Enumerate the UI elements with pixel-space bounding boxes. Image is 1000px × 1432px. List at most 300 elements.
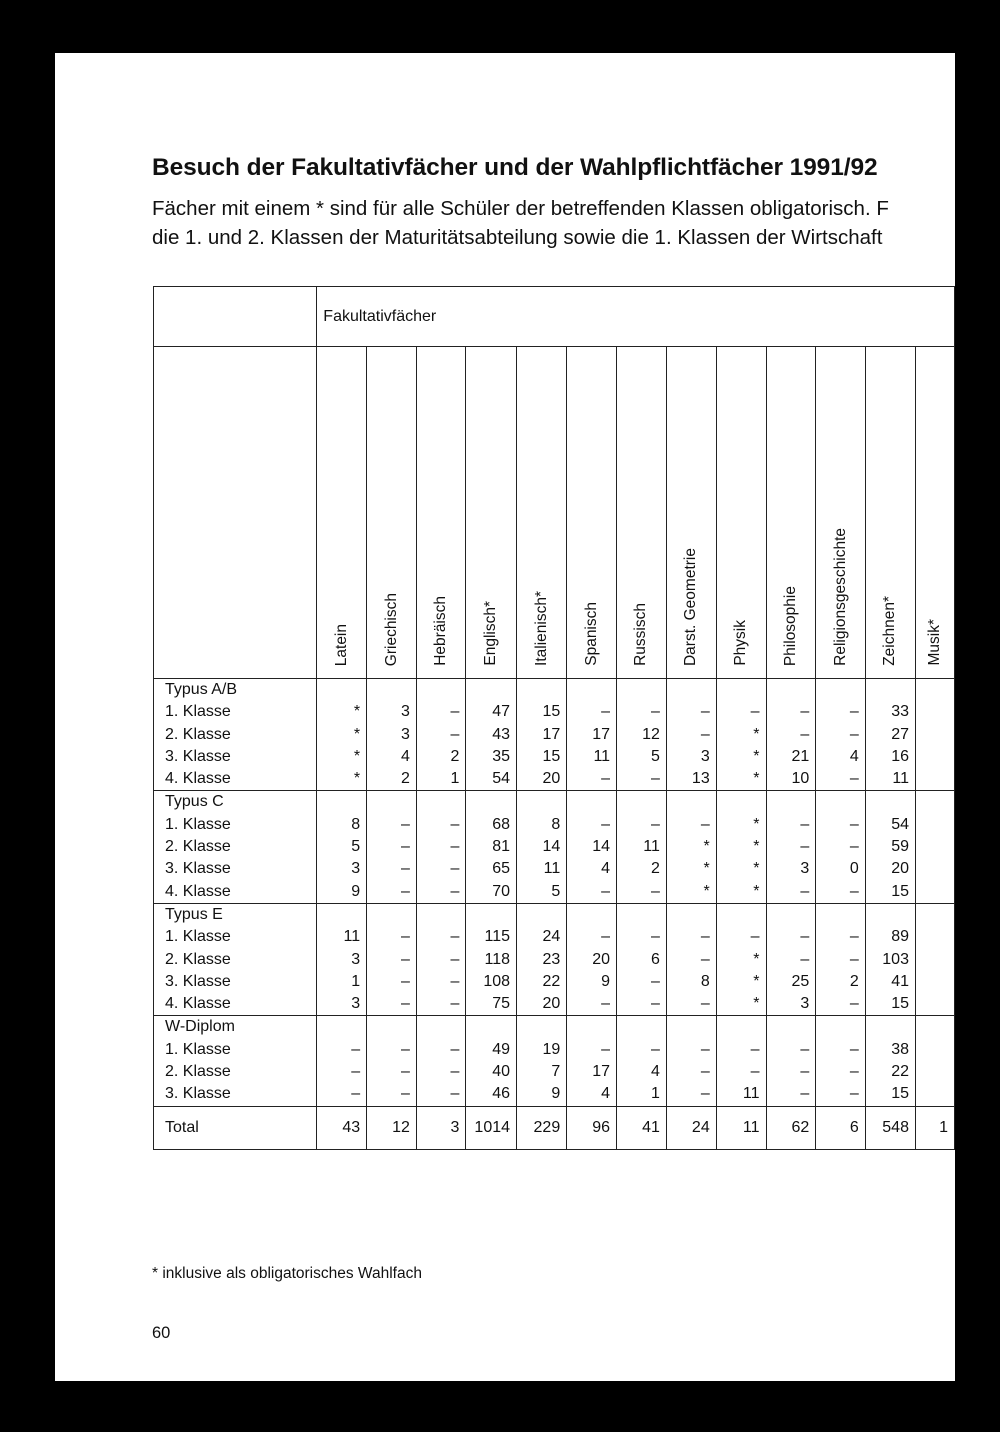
spacer [767, 791, 810, 813]
table-value: – [800, 838, 810, 856]
spacer [317, 791, 360, 813]
table-value: – [849, 815, 859, 833]
spacer [567, 791, 610, 813]
table-value: – [700, 1063, 710, 1081]
table-value: 8 [551, 815, 561, 833]
column-header-label: Spanisch [582, 602, 600, 666]
table-value: 15 [542, 747, 561, 765]
spacer [466, 1016, 510, 1038]
value-cell [915, 791, 954, 903]
table-value: – [450, 995, 460, 1013]
column-header-label: Englisch* [482, 601, 500, 666]
table-value: – [650, 928, 660, 946]
table-value: – [849, 882, 859, 900]
spacer [567, 904, 610, 926]
table-value: 24 [542, 928, 561, 946]
table-value: 14 [592, 838, 611, 856]
table-value [916, 1039, 948, 1061]
row-label: 3. Klasse [165, 1085, 231, 1103]
table-value: – [601, 703, 611, 721]
table-value: * [703, 838, 710, 856]
table-row-group [154, 791, 955, 903]
spacer [667, 791, 710, 813]
table-value: – [800, 1063, 810, 1081]
table-value: 3 [401, 703, 410, 721]
total-row [154, 1106, 955, 1149]
row-label: 2. Klasse [165, 1063, 231, 1081]
value-cell [666, 903, 716, 1015]
table-value: 15 [891, 882, 909, 900]
spacer [717, 679, 760, 701]
table-value: 3 [351, 860, 361, 878]
row-label: 4. Klasse [165, 882, 231, 900]
table-value [916, 701, 948, 723]
table-value: – [700, 1040, 710, 1058]
table-value: * [753, 747, 760, 765]
row-label: 3. Klasse [165, 747, 231, 765]
table-value: – [849, 950, 859, 968]
table-value [916, 1061, 948, 1083]
table-value: * [353, 703, 361, 721]
table-value: 41 [891, 972, 909, 990]
value-cell [816, 1016, 865, 1106]
value-cell [367, 791, 417, 903]
group-name: W-Diplom [165, 1018, 235, 1036]
value-cell [915, 903, 954, 1015]
table-value: – [650, 770, 660, 788]
total-value: 11 [716, 1106, 766, 1149]
table-value: 5 [650, 747, 660, 765]
statistics-table [153, 286, 955, 1150]
table-value: * [753, 815, 760, 833]
column-header-cell [416, 347, 465, 679]
row-label: 2. Klasse [165, 950, 231, 968]
total-value: 1 [915, 1106, 954, 1149]
table-value: 22 [542, 972, 561, 990]
value-cell [466, 679, 517, 791]
column-header-cell [666, 347, 716, 679]
table-value: 9 [601, 972, 611, 990]
column-header-cell [367, 347, 417, 679]
table-value: 5 [351, 838, 361, 856]
table-value: 17 [542, 725, 561, 743]
spacer [617, 679, 660, 701]
table-value [916, 949, 948, 971]
table-value: 81 [492, 838, 511, 856]
total-value: 12 [367, 1106, 417, 1149]
spacer [517, 791, 560, 813]
total-value: 41 [617, 1106, 667, 1149]
subtitle-line-1: Fächer mit einem * sind für alle Schüler der betreffenden Klassen obligatorisch. F [152, 197, 889, 220]
spacer [717, 1016, 760, 1038]
table-value: – [450, 725, 460, 743]
table-value: 54 [891, 815, 909, 833]
table-value: 19 [542, 1040, 561, 1058]
column-header-cell [466, 347, 517, 679]
value-cell [416, 791, 465, 903]
table-value: 118 [484, 950, 511, 968]
table-value: – [401, 882, 410, 900]
table-value: – [601, 1040, 611, 1058]
table-value: – [401, 815, 410, 833]
spacer [617, 904, 660, 926]
table-value: – [650, 703, 660, 721]
total-value: 229 [517, 1106, 567, 1149]
table-value: – [601, 882, 611, 900]
group-header-row [154, 287, 955, 347]
table-value: – [650, 815, 660, 833]
column-header-cell [915, 347, 954, 679]
spacer [417, 679, 459, 701]
spacer [667, 1016, 710, 1038]
table-value: – [700, 725, 710, 743]
row-label: 1. Klasse [165, 928, 231, 946]
value-cell [416, 679, 465, 791]
table-value: – [800, 725, 810, 743]
total-value: 96 [567, 1106, 617, 1149]
column-header-cell [766, 347, 816, 679]
group-name: Typus A/B [165, 681, 238, 698]
table-value: 2 [849, 972, 859, 990]
total-value: 548 [865, 1106, 915, 1149]
spacer [317, 904, 360, 926]
total-value: 43 [317, 1106, 367, 1149]
table-value [916, 858, 948, 880]
table-value: – [849, 703, 859, 721]
table-value: 8 [700, 972, 710, 990]
table-value: 89 [891, 928, 909, 946]
table-value: 2 [401, 770, 410, 788]
table-value: 1 [450, 770, 460, 788]
total-value: 3 [416, 1106, 465, 1149]
table-value: 43 [492, 725, 511, 743]
column-header-label: Philosophie [781, 585, 799, 666]
spacer [816, 904, 858, 926]
spacer [667, 904, 710, 926]
table-value: 103 [882, 950, 909, 968]
value-cell [416, 1016, 465, 1106]
table-value: * [753, 882, 760, 900]
spacer [517, 1016, 560, 1038]
table-value: * [353, 770, 361, 788]
table-value: 22 [891, 1063, 909, 1081]
table-value: 3 [351, 995, 361, 1013]
spacer [767, 1016, 810, 1038]
spacer [367, 679, 410, 701]
spacer [916, 904, 948, 926]
spacer [767, 904, 810, 926]
table-value: – [750, 1063, 760, 1081]
value-cell [367, 679, 417, 791]
column-header-label: Physik [732, 620, 750, 666]
table-value: – [401, 972, 410, 990]
total-value: 24 [666, 1106, 716, 1149]
stub-header-empty [154, 287, 317, 347]
spacer [866, 679, 909, 701]
table-value: 4 [401, 747, 410, 765]
table-value: – [401, 838, 410, 856]
table-value: – [849, 1040, 859, 1058]
table-value: – [450, 950, 460, 968]
row-label: 1. Klasse [165, 815, 231, 833]
table-value: – [401, 860, 410, 878]
spacer [617, 1016, 660, 1038]
table-value: 12 [642, 725, 660, 743]
table-value: – [601, 928, 611, 946]
table-value: * [703, 860, 710, 878]
table-value: 15 [542, 703, 561, 721]
row-label: 3. Klasse [165, 860, 231, 878]
value-cell [617, 679, 667, 791]
table-value: 108 [483, 972, 511, 990]
table-value: – [700, 1085, 710, 1103]
value-cell [865, 679, 915, 791]
table-value: 2 [450, 747, 460, 765]
table-value [916, 971, 948, 993]
value-cell [517, 903, 567, 1015]
table-value: 3 [700, 747, 710, 765]
table-value: – [700, 995, 710, 1013]
spacer [317, 679, 360, 701]
spacer [866, 1016, 909, 1038]
value-cell [317, 791, 367, 903]
table-value: 20 [542, 770, 561, 788]
value-cell [517, 679, 567, 791]
page-number: 60 [152, 1324, 171, 1342]
table-value: – [401, 995, 410, 1013]
table-value: 115 [484, 928, 511, 946]
value-cell [416, 903, 465, 1015]
table-value: – [849, 838, 859, 856]
column-header-label: Zeichnen* [881, 596, 899, 666]
table-value: 70 [492, 882, 511, 900]
row-labels-cell [154, 679, 317, 791]
table-value: 17 [592, 725, 611, 743]
row-labels-cell [154, 791, 317, 903]
table-value: – [601, 995, 611, 1013]
value-cell [766, 791, 816, 903]
table-value [916, 768, 948, 790]
table-value: – [450, 1085, 460, 1103]
spacer [717, 791, 760, 813]
table-value: 25 [791, 972, 810, 990]
total-value: 1014 [466, 1106, 517, 1149]
table-value: 9 [551, 1085, 561, 1103]
value-cell [666, 679, 716, 791]
table-value: – [800, 950, 810, 968]
table-value: – [351, 1085, 361, 1103]
spacer [617, 791, 660, 813]
row-label: 1. Klasse [165, 703, 231, 721]
table-value: – [849, 995, 859, 1013]
table-value: 20 [891, 860, 909, 878]
table-value: – [800, 928, 810, 946]
table-value: * [753, 972, 760, 990]
table-value: 1 [351, 972, 361, 990]
table-value: – [700, 928, 710, 946]
table-value: 38 [891, 1040, 909, 1058]
table-value: – [401, 928, 410, 946]
column-header-cell [517, 347, 567, 679]
spacer [916, 791, 948, 813]
column-header-label: Hebräisch [432, 596, 450, 666]
value-cell [367, 1016, 417, 1106]
table-value: * [753, 770, 760, 788]
table-value: 54 [492, 770, 511, 788]
table-value: 11 [742, 1085, 760, 1103]
table-value: 20 [542, 995, 561, 1013]
row-label: 4. Klasse [165, 995, 231, 1013]
spacer [567, 1016, 610, 1038]
table-value: 11 [543, 860, 561, 878]
column-header-cell [567, 347, 617, 679]
table-value: 14 [542, 838, 561, 856]
value-cell [716, 679, 766, 791]
table-value: – [450, 928, 460, 946]
table-value: – [849, 770, 859, 788]
spacer [417, 904, 459, 926]
document-page [55, 53, 955, 1381]
spacer [517, 679, 560, 701]
table-value: 1 [650, 1085, 660, 1103]
table-value: – [800, 882, 810, 900]
table-value: 75 [492, 995, 511, 1013]
table-value: – [800, 1040, 810, 1058]
table-value: – [750, 928, 760, 946]
value-cell [816, 903, 865, 1015]
table-value: – [750, 1040, 760, 1058]
spacer [916, 679, 948, 701]
table-value: – [800, 703, 810, 721]
table-value [916, 836, 948, 858]
table-value: 9 [351, 882, 361, 900]
table-value: – [401, 1040, 410, 1058]
table-value: – [650, 1040, 660, 1058]
row-label: 1. Klasse [165, 1040, 231, 1058]
table-value: 11 [593, 747, 611, 765]
group-name: Typus E [165, 905, 223, 923]
table-value: 8 [351, 815, 361, 833]
table-value: 35 [492, 747, 511, 765]
table-value: 21 [791, 747, 810, 765]
column-header-cell [617, 347, 667, 679]
subtitle-line-2: die 1. und 2. Klassen der Maturitätsabteilung sowie die 1. Klassen der Wirtschaft [152, 226, 883, 249]
column-header-label: Religionsgeschichte [831, 528, 849, 666]
table-value: 4 [849, 747, 859, 765]
table-value: – [800, 815, 810, 833]
spacer [816, 1016, 858, 1038]
spacer [816, 679, 858, 701]
table-value: 68 [492, 815, 511, 833]
table-value: 13 [691, 770, 710, 788]
value-cell [617, 903, 667, 1015]
table-value: – [450, 1040, 460, 1058]
table-value: 11 [643, 838, 660, 856]
column-header-label: Latein [332, 623, 350, 666]
table-value: – [351, 1063, 361, 1081]
table-value: * [753, 950, 760, 968]
row-labels-cell [154, 1016, 317, 1106]
table-value: 4 [601, 1085, 611, 1103]
group-name: Typus C [165, 793, 224, 811]
table-value: – [650, 882, 660, 900]
value-cell [567, 903, 617, 1015]
column-header-label: Griechisch [382, 592, 400, 666]
group-header-cell: Fakultativfächer [317, 287, 955, 347]
value-cell [666, 791, 716, 903]
table-value: 23 [542, 950, 561, 968]
value-cell [766, 679, 816, 791]
table-value: 17 [592, 1063, 611, 1081]
table-value: 3 [800, 995, 810, 1013]
table-value: 59 [891, 838, 909, 856]
table-value: – [450, 882, 460, 900]
column-header-row [154, 347, 955, 679]
table-value: * [753, 838, 760, 856]
spacer [866, 904, 909, 926]
spacer [517, 904, 560, 926]
table-value: * [703, 882, 710, 900]
spacer [417, 1016, 459, 1038]
table-value [916, 926, 948, 948]
row-labels-cell [154, 903, 317, 1015]
column-header-label: Darst. Geometrie [682, 547, 700, 666]
value-cell [865, 1016, 915, 1106]
table-value [916, 1083, 948, 1105]
table-value: – [650, 972, 660, 990]
table-value: – [401, 950, 410, 968]
value-cell [716, 903, 766, 1015]
table-value: – [601, 770, 611, 788]
table-value: 33 [891, 703, 909, 721]
table-value: 27 [891, 725, 909, 743]
value-cell [666, 1016, 716, 1106]
value-cell [317, 1016, 367, 1106]
value-cell [766, 1016, 816, 1106]
column-header-cell [317, 347, 367, 679]
spacer [567, 679, 610, 701]
table-row-group [154, 903, 955, 1015]
total-value: 6 [816, 1106, 865, 1149]
spacer [667, 679, 710, 701]
page-title: Besuch der Fakultativfächer und der Wahlpflichtfächer 1991/92 [152, 154, 878, 181]
table-value: 49 [492, 1040, 511, 1058]
table-value: * [753, 725, 760, 743]
table-value: 65 [492, 860, 511, 878]
table-value: 15 [891, 1085, 909, 1103]
column-header-label: Musik* [925, 619, 943, 666]
table-value: 3 [401, 725, 410, 743]
table-value: – [700, 815, 710, 833]
row-label: 2. Klasse [165, 838, 231, 856]
table-value: 3 [800, 860, 810, 878]
value-cell [617, 1016, 667, 1106]
value-cell [716, 1016, 766, 1106]
table-value: 0 [849, 860, 859, 878]
table-value: – [849, 725, 859, 743]
table-value: – [650, 995, 660, 1013]
table-value: – [849, 1063, 859, 1081]
spacer [466, 791, 510, 813]
column-header-cell [716, 347, 766, 679]
spacer [767, 679, 810, 701]
footnote: * inklusive als obligatorisches Wahlfach [152, 1265, 422, 1282]
spacer [367, 791, 410, 813]
table-value: * [753, 860, 760, 878]
stub-header-empty [154, 347, 317, 679]
table-value: 16 [891, 747, 909, 765]
table-value: 47 [492, 703, 511, 721]
